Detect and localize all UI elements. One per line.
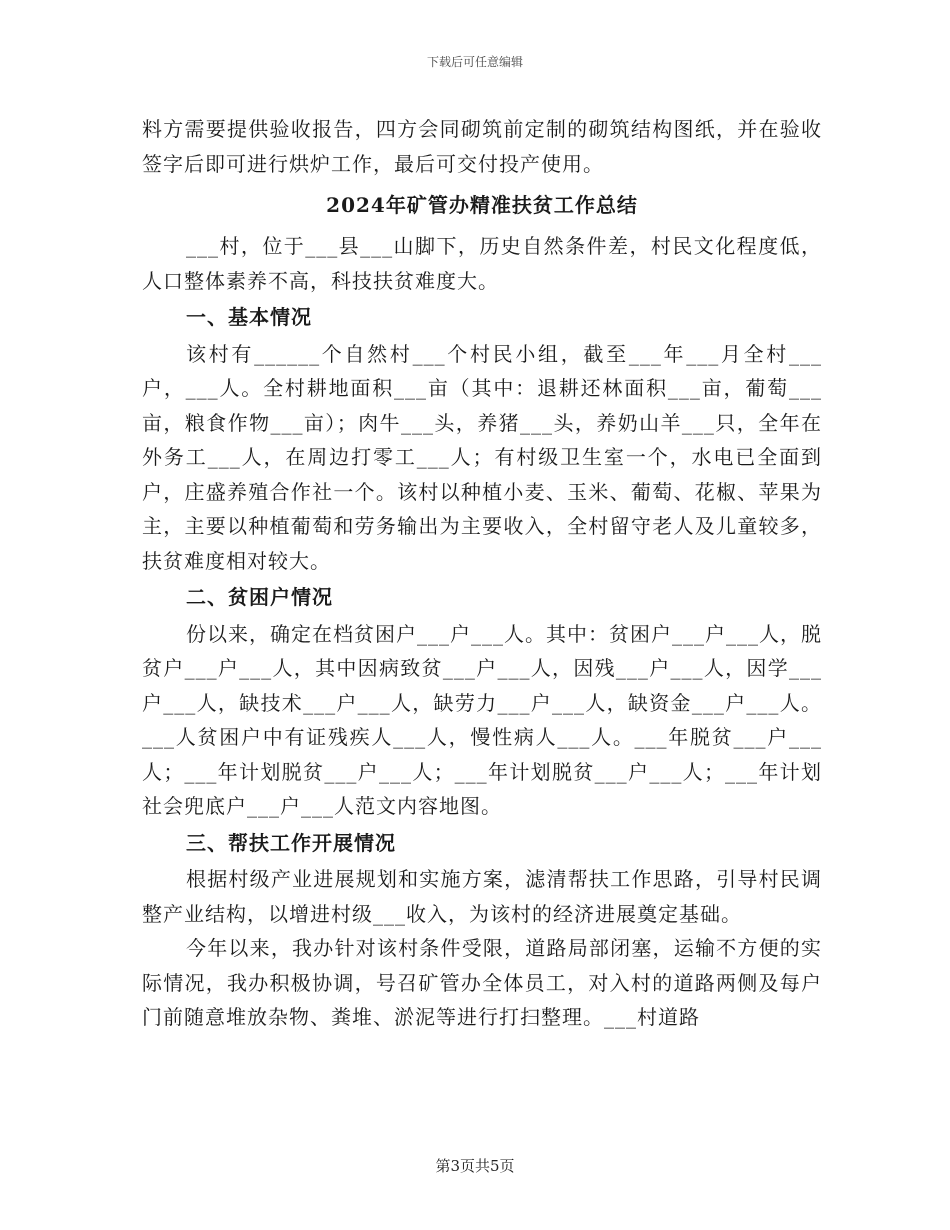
- paragraph-intro: 料方需要提供验收报告，四方会同砌筑前定制的砌筑结构图纸，并在验收签字后即可进行烘炉工作，最后可交付投产使用。: [142, 117, 822, 176]
- page-number-footer: 第3页共5页: [435, 1157, 515, 1175]
- paragraph-3: 份以来，确定在档贫困户___户___人。其中：贫困户___户___人，脱贫户___户___人，其中因病致贫___户___人，因残___户___人，因学___户___人，缺技术___户___人，缺劳力___户___人，缺资金___户___人。___人贫困户中有证残疾人___人，慢性病人___人。___年脱贫___户___人；___年计划脱贫___户___人；___年计划脱贫___户___人；___年计划社会兜底户___户___人范文内容地图。: [142, 621, 822, 818]
- paragraph-4: 根据村级产业进展规划和实施方案，滤清帮扶工作思路，引导村民调整产业结构，以增进村级___收入，为该村的经济进展奠定基础。: [142, 867, 822, 926]
- paragraph-2: 该村有______个自然村___个村民小组，截至___年___月全村___户，___人。全村耕地面积___亩（其中：退耕还林面积___亩，葡萄___亩，粮食作物___亩）；肉牛___头，养猪___头，养奶山羊___只，全年在外务工___人，在周边打零工___人；有村级卫生室一个，水电已全面到户，庄盛养殖合作社一个。该村以种植小麦、玉米、葡萄、花椒、苹果为主，主要以种植葡萄和劳务输出为主要收入，全村留守老人及儿童较多，扶贫难度相对较大。: [142, 341, 822, 573]
- section-heading-assistance-work: 三、帮扶工作开展情况: [186, 830, 396, 855]
- paragraph-1: ___村，位于___县___山脚下，历史自然条件差，村民文化程度低，人口整体素养不高，科技扶贫难度大。: [142, 234, 822, 293]
- document-title: 2024年矿管办精准扶贫工作总结: [326, 193, 638, 217]
- document-body: [142, 112, 822, 1035]
- paragraph-5: 今年以来，我办针对该村条件受限，道路局部闭塞，运输不方便的实际情况，我办积极协调，号召矿管办全体员工，对入村的道路两侧及每户门前随意堆放杂物、粪堆、淤泥等进行打扫整理。___村道路: [142, 936, 822, 1029]
- section-heading-basic-info: 一、基本情况: [186, 305, 312, 329]
- header-note: 下载后可任意编辑: [426, 55, 523, 69]
- section-heading-poor-households: 二、贫困户情况: [186, 585, 333, 609]
